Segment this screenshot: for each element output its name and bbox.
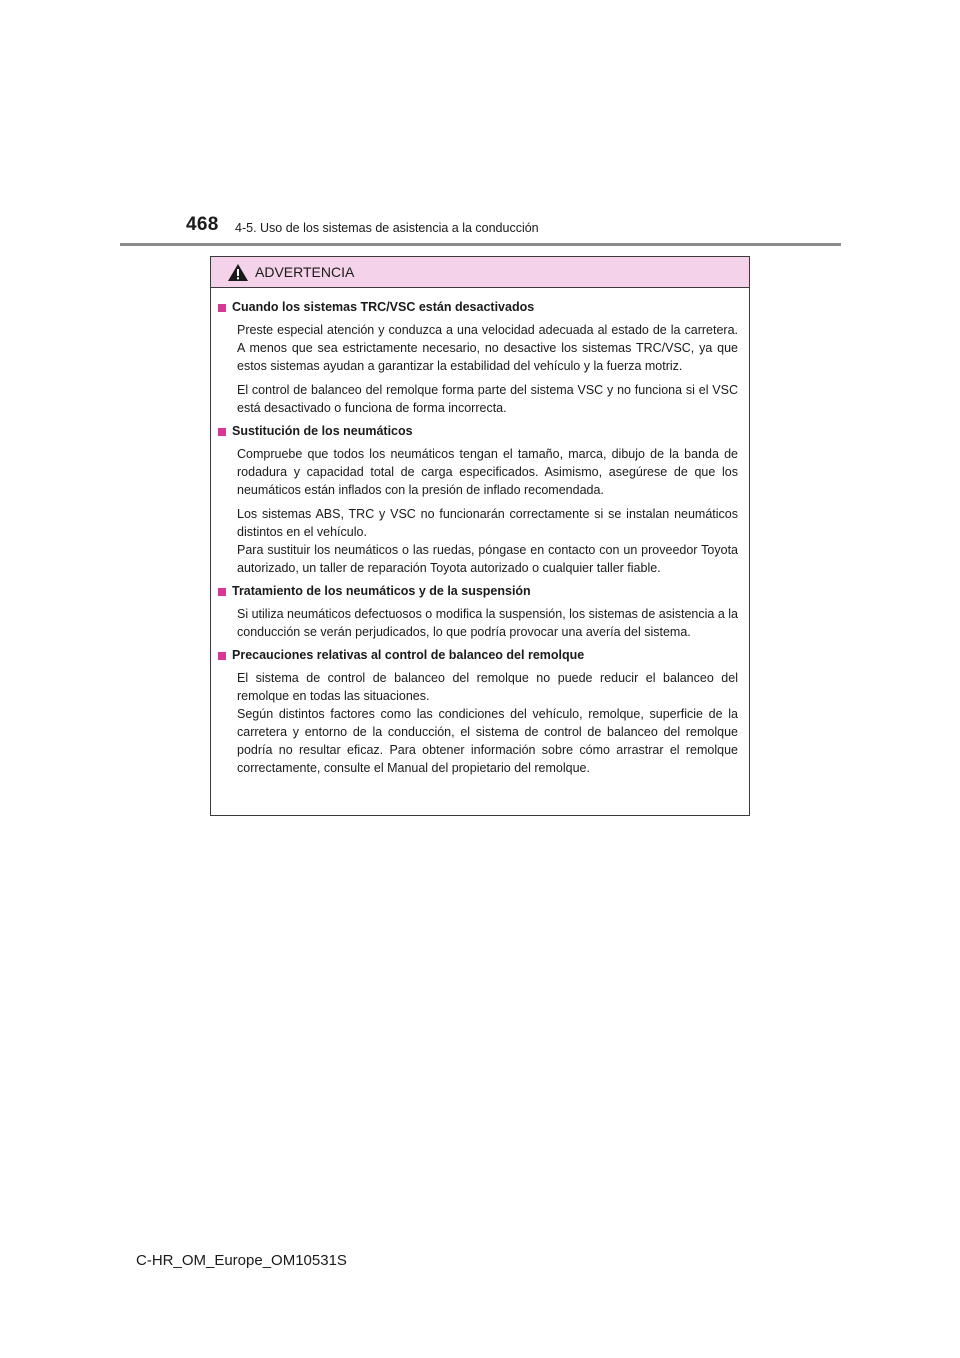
item-heading-text: Cuando los sistemas TRC/VSC están desactivados — [232, 300, 535, 314]
paragraph: El control de balanceo del remolque forma parte del sistema VSC y no funciona si el VSC está desactivado o funciona de forma incorrecta. — [237, 383, 738, 415]
paragraph: Los sistemas ABS, TRC y VSC no funcionarán correctamente si se instalan neumáticos distintos en el vehículo. — [237, 507, 738, 539]
paragraph: Para sustituir los neumáticos o las ruedas, póngase en contacto con un proveedor Toyota autorizado, un taller de reparación Toyota autorizado o cualquier taller fiable. — [237, 543, 738, 575]
warning-triangle-icon — [227, 263, 249, 282]
paragraph: Compruebe que todos los neumáticos tengan el tamaño, marca, dibujo de la banda de rodadura y capacidad total de carga especificados. Asimismo, asegúrese de que los neumáticos están inflados con la presión de inflado recomendada. — [237, 447, 738, 497]
document-code: C-HR_OM_Europe_OM10531S — [136, 1252, 347, 1269]
paragraph: Si utiliza neumáticos defectuosos o modifica la suspensión, los sistemas de asistencia a la conducción se verán perjudicados, lo que podría provocar una avería del sistema. — [237, 607, 738, 639]
warning-item — [218, 583, 738, 641]
item-heading — [218, 299, 738, 316]
item-heading — [218, 583, 738, 600]
item-heading — [218, 647, 738, 664]
square-bullet-icon — [218, 428, 226, 436]
square-bullet-icon — [218, 652, 226, 660]
page-number: 468 — [186, 214, 219, 235]
paragraph: Preste especial atención y conduzca a una velocidad adecuada al estado de la carretera. A menos que sea estrictamente necesario, no desactive los sistemas TRC/VSC, ya que estos sistemas ayudan a garantizar la estabilidad del vehículo y la fuerza motriz. — [237, 323, 738, 373]
square-bullet-icon — [218, 304, 226, 312]
section-title: 4-5. Uso de los sistemas de asistencia a la conducción — [235, 221, 539, 235]
item-heading-text: Sustitución de los neumáticos — [232, 424, 413, 438]
warning-box — [210, 256, 750, 816]
warning-title: ADVERTENCIA — [255, 264, 355, 280]
warning-item — [218, 647, 738, 777]
paragraph: El sistema de control de balanceo del remolque no puede reducir el balanceo del remolque en todas las situaciones. — [237, 671, 738, 703]
warning-header — [211, 257, 749, 288]
header-divider — [120, 243, 841, 246]
item-heading-text: Precauciones relativas al control de balanceo del remolque — [232, 648, 585, 662]
item-heading — [218, 423, 738, 440]
warning-item — [218, 299, 738, 417]
square-bullet-icon — [218, 588, 226, 596]
warning-body — [211, 288, 749, 777]
item-heading-text: Tratamiento de los neumáticos y de la suspensión — [232, 584, 531, 598]
warning-item — [218, 423, 738, 577]
paragraph: Según distintos factores como las condiciones del vehículo, remolque, superficie de la carretera y entorno de la conducción, el sistema de control de balanceo del remolque podría no resultar eficaz. Para obtener información sobre cómo arrastrar el remolque correctamente, consulte el Manual del propietario del remolque. — [237, 707, 738, 775]
